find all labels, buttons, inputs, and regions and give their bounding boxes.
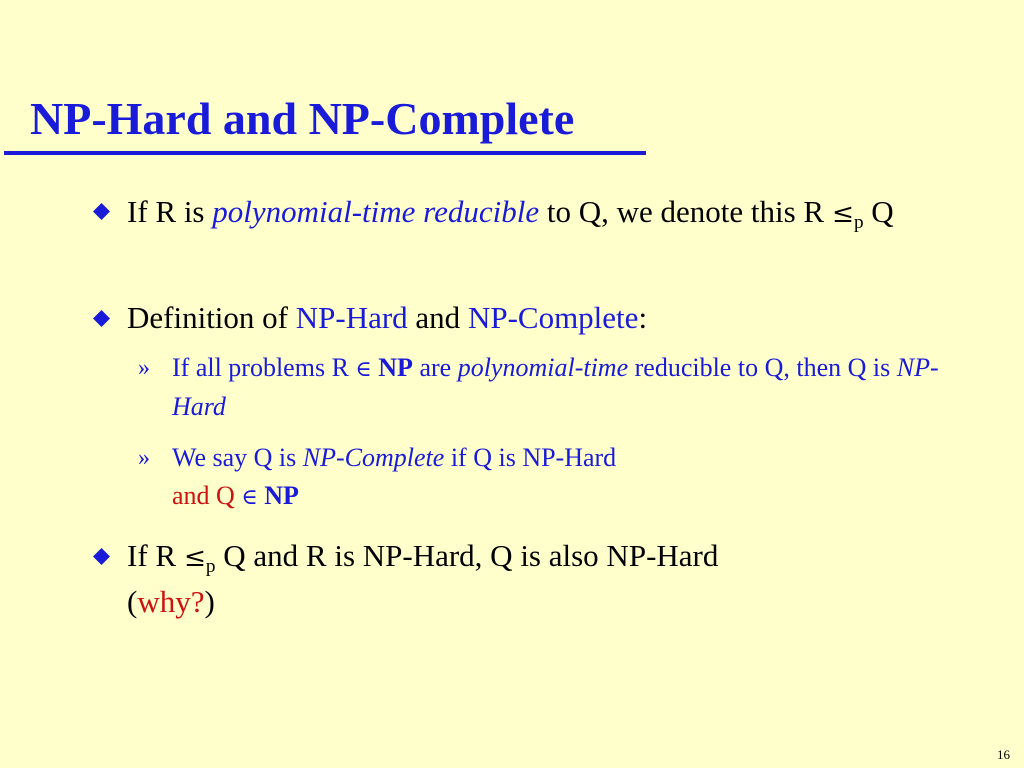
bullet-definition bbox=[127, 296, 967, 340]
bullet2-text-a: Definition of bbox=[127, 300, 288, 335]
sub1-emphasis: polynomial-time bbox=[457, 353, 629, 382]
sub-bullet-marker: » bbox=[138, 355, 150, 381]
sub1-text-a: If all problems R bbox=[172, 353, 349, 382]
diamond-bullet-icon bbox=[93, 548, 110, 565]
subscript-p: p bbox=[853, 211, 864, 233]
sub-bullet-marker: » bbox=[138, 445, 150, 471]
diamond-bullet-icon bbox=[93, 310, 110, 327]
title-underline bbox=[4, 151, 646, 155]
bullet3-text-a: If R bbox=[127, 538, 177, 573]
bullet2-text-b: and bbox=[415, 300, 461, 335]
bullet3-text-b: Q and R is NP-Hard, Q is also NP-Hard bbox=[223, 538, 719, 573]
sub2-and-text: and Q bbox=[172, 481, 235, 510]
sub1-text-b: are bbox=[419, 353, 452, 382]
element-of-symbol: ∈ bbox=[241, 484, 258, 510]
np-term: NP bbox=[378, 353, 413, 382]
term-np-hard: NP-Hard bbox=[295, 300, 408, 335]
bullet1-text-b: to Q, we denote this R bbox=[546, 194, 825, 229]
why-question: why? bbox=[137, 584, 205, 619]
sub2-emphasis: NP-Complete bbox=[302, 443, 445, 472]
slide-title: NP-Hard and NP-Complete bbox=[30, 93, 575, 144]
sub2-text-a: We say Q is bbox=[172, 443, 297, 472]
bullet2-text-c: : bbox=[638, 300, 648, 335]
term-np-complete: NP-Complete bbox=[467, 300, 639, 335]
sub1-text-c: reducible to Q, then Q is bbox=[634, 353, 891, 382]
bullet1-text-c: Q bbox=[871, 194, 894, 229]
np-term: NP bbox=[264, 481, 299, 510]
diamond-bullet-icon bbox=[93, 203, 110, 220]
sub2-text-b: if Q is NP-Hard bbox=[450, 443, 617, 472]
sub-bullet-np-hard bbox=[172, 349, 972, 426]
bullet1-emphasis: polynomial-time reducible bbox=[212, 194, 540, 229]
le-symbol: ≤ bbox=[183, 543, 206, 573]
paren-open: ( bbox=[127, 584, 138, 619]
element-of-symbol: ∈ bbox=[355, 356, 372, 382]
sub1-emphasis2: NP-Hard bbox=[172, 353, 939, 421]
page-number: 16 bbox=[997, 747, 1010, 762]
subscript-p: p bbox=[205, 555, 216, 577]
bullet-reducibility bbox=[127, 190, 967, 236]
bullet1-text-a: If R is bbox=[127, 194, 205, 229]
paren-close: ) bbox=[204, 584, 215, 619]
bullet-np-hard-transitivity bbox=[127, 534, 967, 624]
sub-bullet-np-complete bbox=[172, 439, 972, 516]
le-symbol: ≤ bbox=[831, 199, 854, 229]
